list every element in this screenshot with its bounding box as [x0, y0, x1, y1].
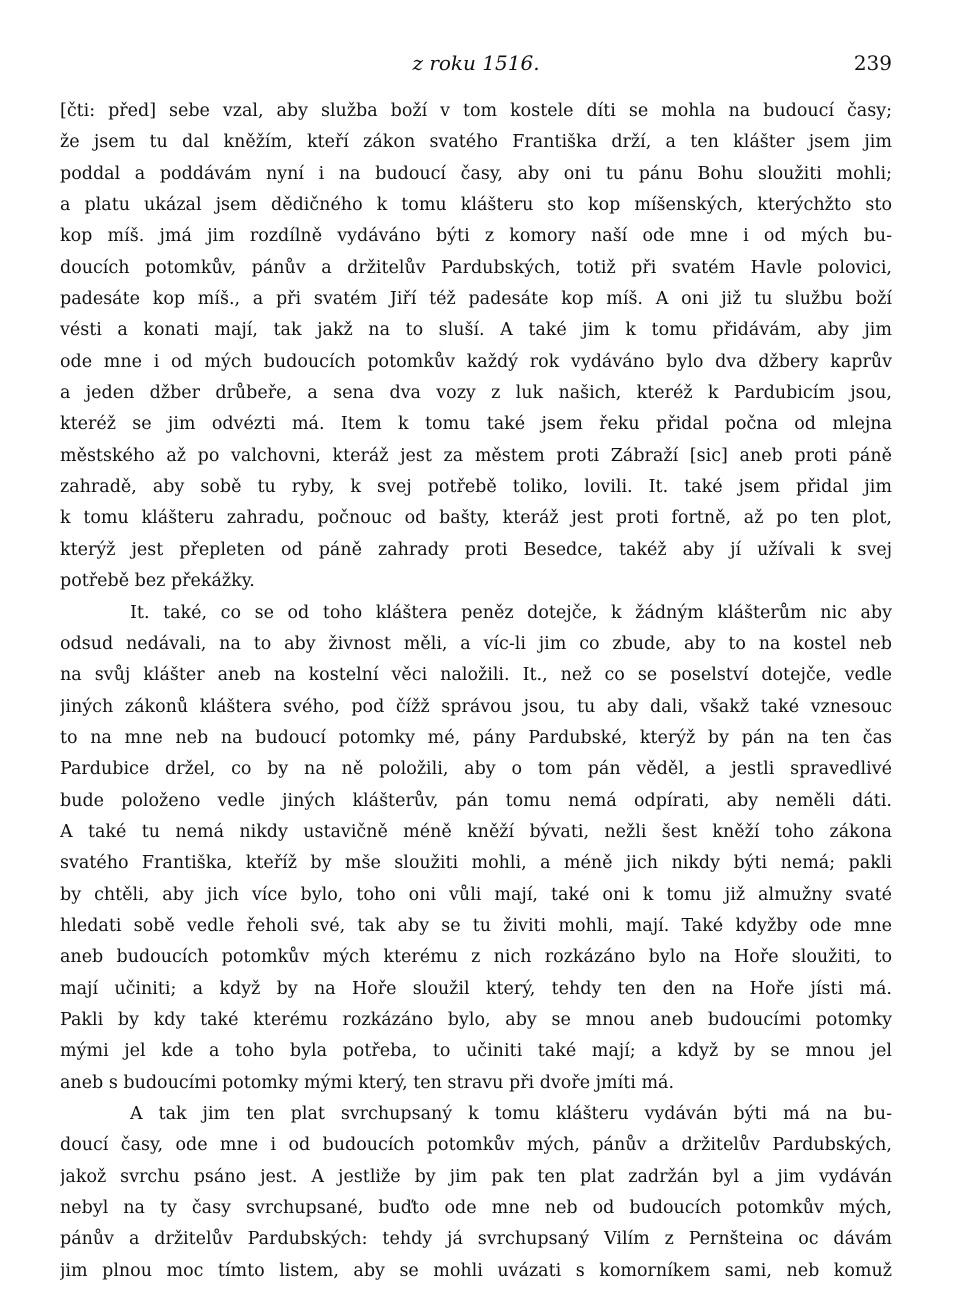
running-title: z roku 1516.: [412, 51, 540, 75]
text-line: městského až po valchovni, kteráž jest za městem proti Zábraží [sic] aneb proti páně: [60, 445, 892, 466]
text-line: nebyl na ty časy svrchupsané, buďto ode mne neb od budoucích potomkův mých,: [60, 1198, 892, 1219]
text-line: kterýž jest přepleten od páně zahrady proti Besedce, takéž aby jí užívali k svej: [60, 539, 892, 560]
text-line: pánův a držitelův Pardubských: tehdy já svrchupsaný Vilím z Pernšteina oc dávám: [60, 1229, 892, 1250]
text-line: odsud nedávali, na to aby živnost měli, a víc-li jim co zbude, aby to na kostel neb: [60, 633, 892, 654]
text-line: to na mne neb na budoucí potomky mé, pány Pardubské, kterýž by pán na ten čas: [60, 727, 892, 748]
text-line: padesáte kop míš., a při svatém Jiří též padesáte kop míš. A oni již tu službu boží: [60, 289, 892, 310]
text-line: aneb s budoucími potomky mými který, ten stravu při dvoře jmíti má.: [60, 1072, 675, 1093]
text-line: jim plnou moc tímto listem, aby se mohli uvázati s komorníkem sami, neb komuž: [60, 1260, 892, 1281]
text-line: poddal a poddávám nyní i na budoucí časy, aby oni tu pánu Bohu sloužiti mohli;: [60, 163, 892, 184]
text-line: a jeden džber drůbeře, a sena dva vozy z luk našich, kteréž k Pardubicím jsou,: [60, 383, 892, 404]
text-line: vésti a konati mají, tak jakž na to sluší. A také jim k tomu přidávám, aby jim: [60, 320, 892, 341]
text-line: [čti: před] sebe vzal, aby služba boží v tom kostele díti se mohla na budoucí časy;: [60, 101, 892, 121]
text-line: hledati sobě vedle řeholi své, tak aby se tu živiti mohli, mají. Také kdyžby ode mne: [60, 915, 892, 936]
text-line: že jsem tu dal kněžím, kteří zákon svatého Františka drží, a ten klášter jsem jim: [60, 132, 892, 153]
text-line: na svůj klášter aneb na kostelní věci naložili. It., než co se poselství dotejče, vedle: [60, 665, 892, 686]
text-line: Pardubice držel, co by na ně položili, aby o tom pán věděl, a jestli spravedlivé: [60, 759, 892, 780]
text-line: doucí časy, ode mne i od budoucích potomkův mých, pánův a držitelův Pardubských,: [60, 1135, 892, 1156]
text-line: ode mne i od mých budoucích potomkův každý rok vydáváno bylo dva džbery kaprův: [60, 351, 892, 372]
text-line: Pakli by kdy také kterému rozkázáno bylo, aby se mnou aneb budoucími potomky: [60, 1009, 892, 1030]
text-line: bude položeno vedle jiných klášterův, pán tomu nemá odpírati, aby neměli dáti.: [60, 790, 892, 811]
text-line: jiných zákonů kláštera svého, pod čížž správou jsou, tu aby dali, všakž také vznesouc: [60, 696, 892, 717]
text-line: a platu ukázal jsem dědičného k tomu klášteru sto kop míšenských, kterýchžto sto: [60, 195, 892, 216]
text-line: by chtěli, aby jich více bylo, toho oni vůli mají, také oni k tomu již almužny svaté: [60, 884, 892, 905]
text-line: svatého Františka, kteříž by mše sloužiti mohli, a méně jich nikdy býti nemá; pakli: [60, 853, 892, 874]
paragraph: [60, 598, 892, 1100]
paragraph: [60, 1099, 892, 1287]
text-line: It. také, co se od toho kláštera peněz dotejče, k žádným klášterům nic aby: [130, 602, 892, 623]
text-line: aneb budoucích potomkův mých kterému z nich rozkázáno bylo na Hoře sloužiti, to: [60, 947, 892, 968]
text-line: A také tu nemá nikdy ustavičně méně kněží bývati, nežli šest kněží toho zákona: [60, 821, 892, 842]
text-line: mými jel kde a toho byla potřeba, to učiniti také mají; a když by se mnou jel: [60, 1041, 892, 1062]
text-line: potřebě bez překážky.: [60, 571, 255, 592]
page-number: 239: [853, 51, 892, 75]
text-line: A tak jim ten plat svrchupsaný k tomu klášteru vydáván býti má na bu-: [130, 1104, 892, 1124]
body-text: [60, 96, 892, 1287]
text-line: k tomu klášteru zahradu, počnouc od bašty, kteráž jest proti fortně, až po ten plot,: [60, 508, 892, 529]
text-line: zahradě, aby sobě tu ryby, k svej potřebě toliko, lovili. It. také jsem přidal jim: [60, 477, 892, 498]
text-line: kteréž se jim odvézti má. Item k tomu také jsem řeku přidal počna od mlejna: [60, 414, 892, 435]
text-line: doucích potomkův, pánův a držitelův Pardubských, totiž při svatém Havle polovici,: [60, 257, 892, 278]
text-line: kop míš. jmá jim rozdílně vydáváno býti z komory naší ode mne i od mých bu-: [60, 226, 892, 247]
text-line: mají učiniti; a když by na Hoře sloužil který, tehdy ten den na Hoře jísti má.: [60, 978, 892, 999]
page-header: [60, 48, 892, 78]
paragraph: [60, 96, 892, 598]
text-line: jakož svrchu psáno jest. A jestliže by jim pak ten plat zadržán byl a jim vydáván: [60, 1166, 892, 1187]
